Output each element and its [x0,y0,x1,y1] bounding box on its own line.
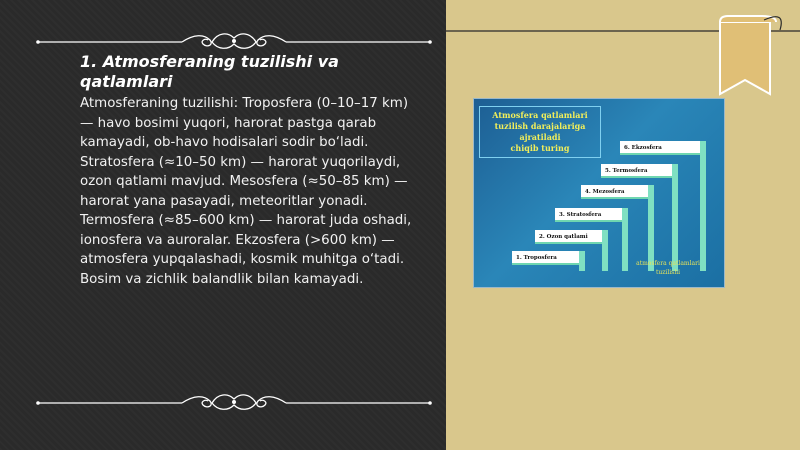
bookmark-ribbon-icon [446,0,800,110]
figure-title-line: tuzilish darajalariga [494,121,586,131]
slide-title: 1. Atmosferaning tuzilishi va qatlamlari [80,52,339,91]
atmosphere-layers-figure [474,99,724,287]
slide-body-text: Atmosferaning tuzilishi: Troposfera (0–10–17 km) — havo bosimi yuqori, harorat pastga qarab kamayadi, ob-havo hodisalari sodir bo‘ladi. Stratosfera (≈10–50 km) — harorat yuqorilaydi, ozon qatlami mavjud. Mesosfera (≈50–85 km) — harorat yana pasayadi, meteoritlar yonadi. Termosfera (≈85–600 km) — harorat juda oshadi, ionosfera va auroralar. Ekzosfera (>600 km) — atmosfera yupqalashadi, kosmik muhitga o‘tadi. Bosim va zichlik balandlik bilan kamayadi. [80,96,412,287]
step-troposfera: 1. Troposfera [512,251,579,265]
figure-note-line: atmosfera qatlamlari [636,260,700,267]
top-ornament-icon [32,29,436,53]
step-termosfera: 5. Termosfera [601,164,672,178]
step-side [672,164,678,271]
step-ozon-qatlami: 2. Ozon qatlami [535,230,602,244]
step-side [700,141,706,271]
figure-title-line: chiqib turing [510,143,570,153]
figure-title-box [479,106,601,158]
step-side [579,251,585,271]
figure-title-line: ajratiladi [519,132,561,142]
figure-title-line: Atmosfera qatlamlari [492,110,588,120]
bottom-ornament-icon [32,390,436,414]
step-side [602,230,608,271]
figure-note [622,259,714,277]
step-stratosfera: 3. Stratosfera [555,208,622,222]
step-mezosfera: 4. Mezosfera [581,185,648,199]
figure-note-line: tuzilishi [655,269,681,276]
step-ekzosfera: 6. Ekzosfera [620,141,700,155]
